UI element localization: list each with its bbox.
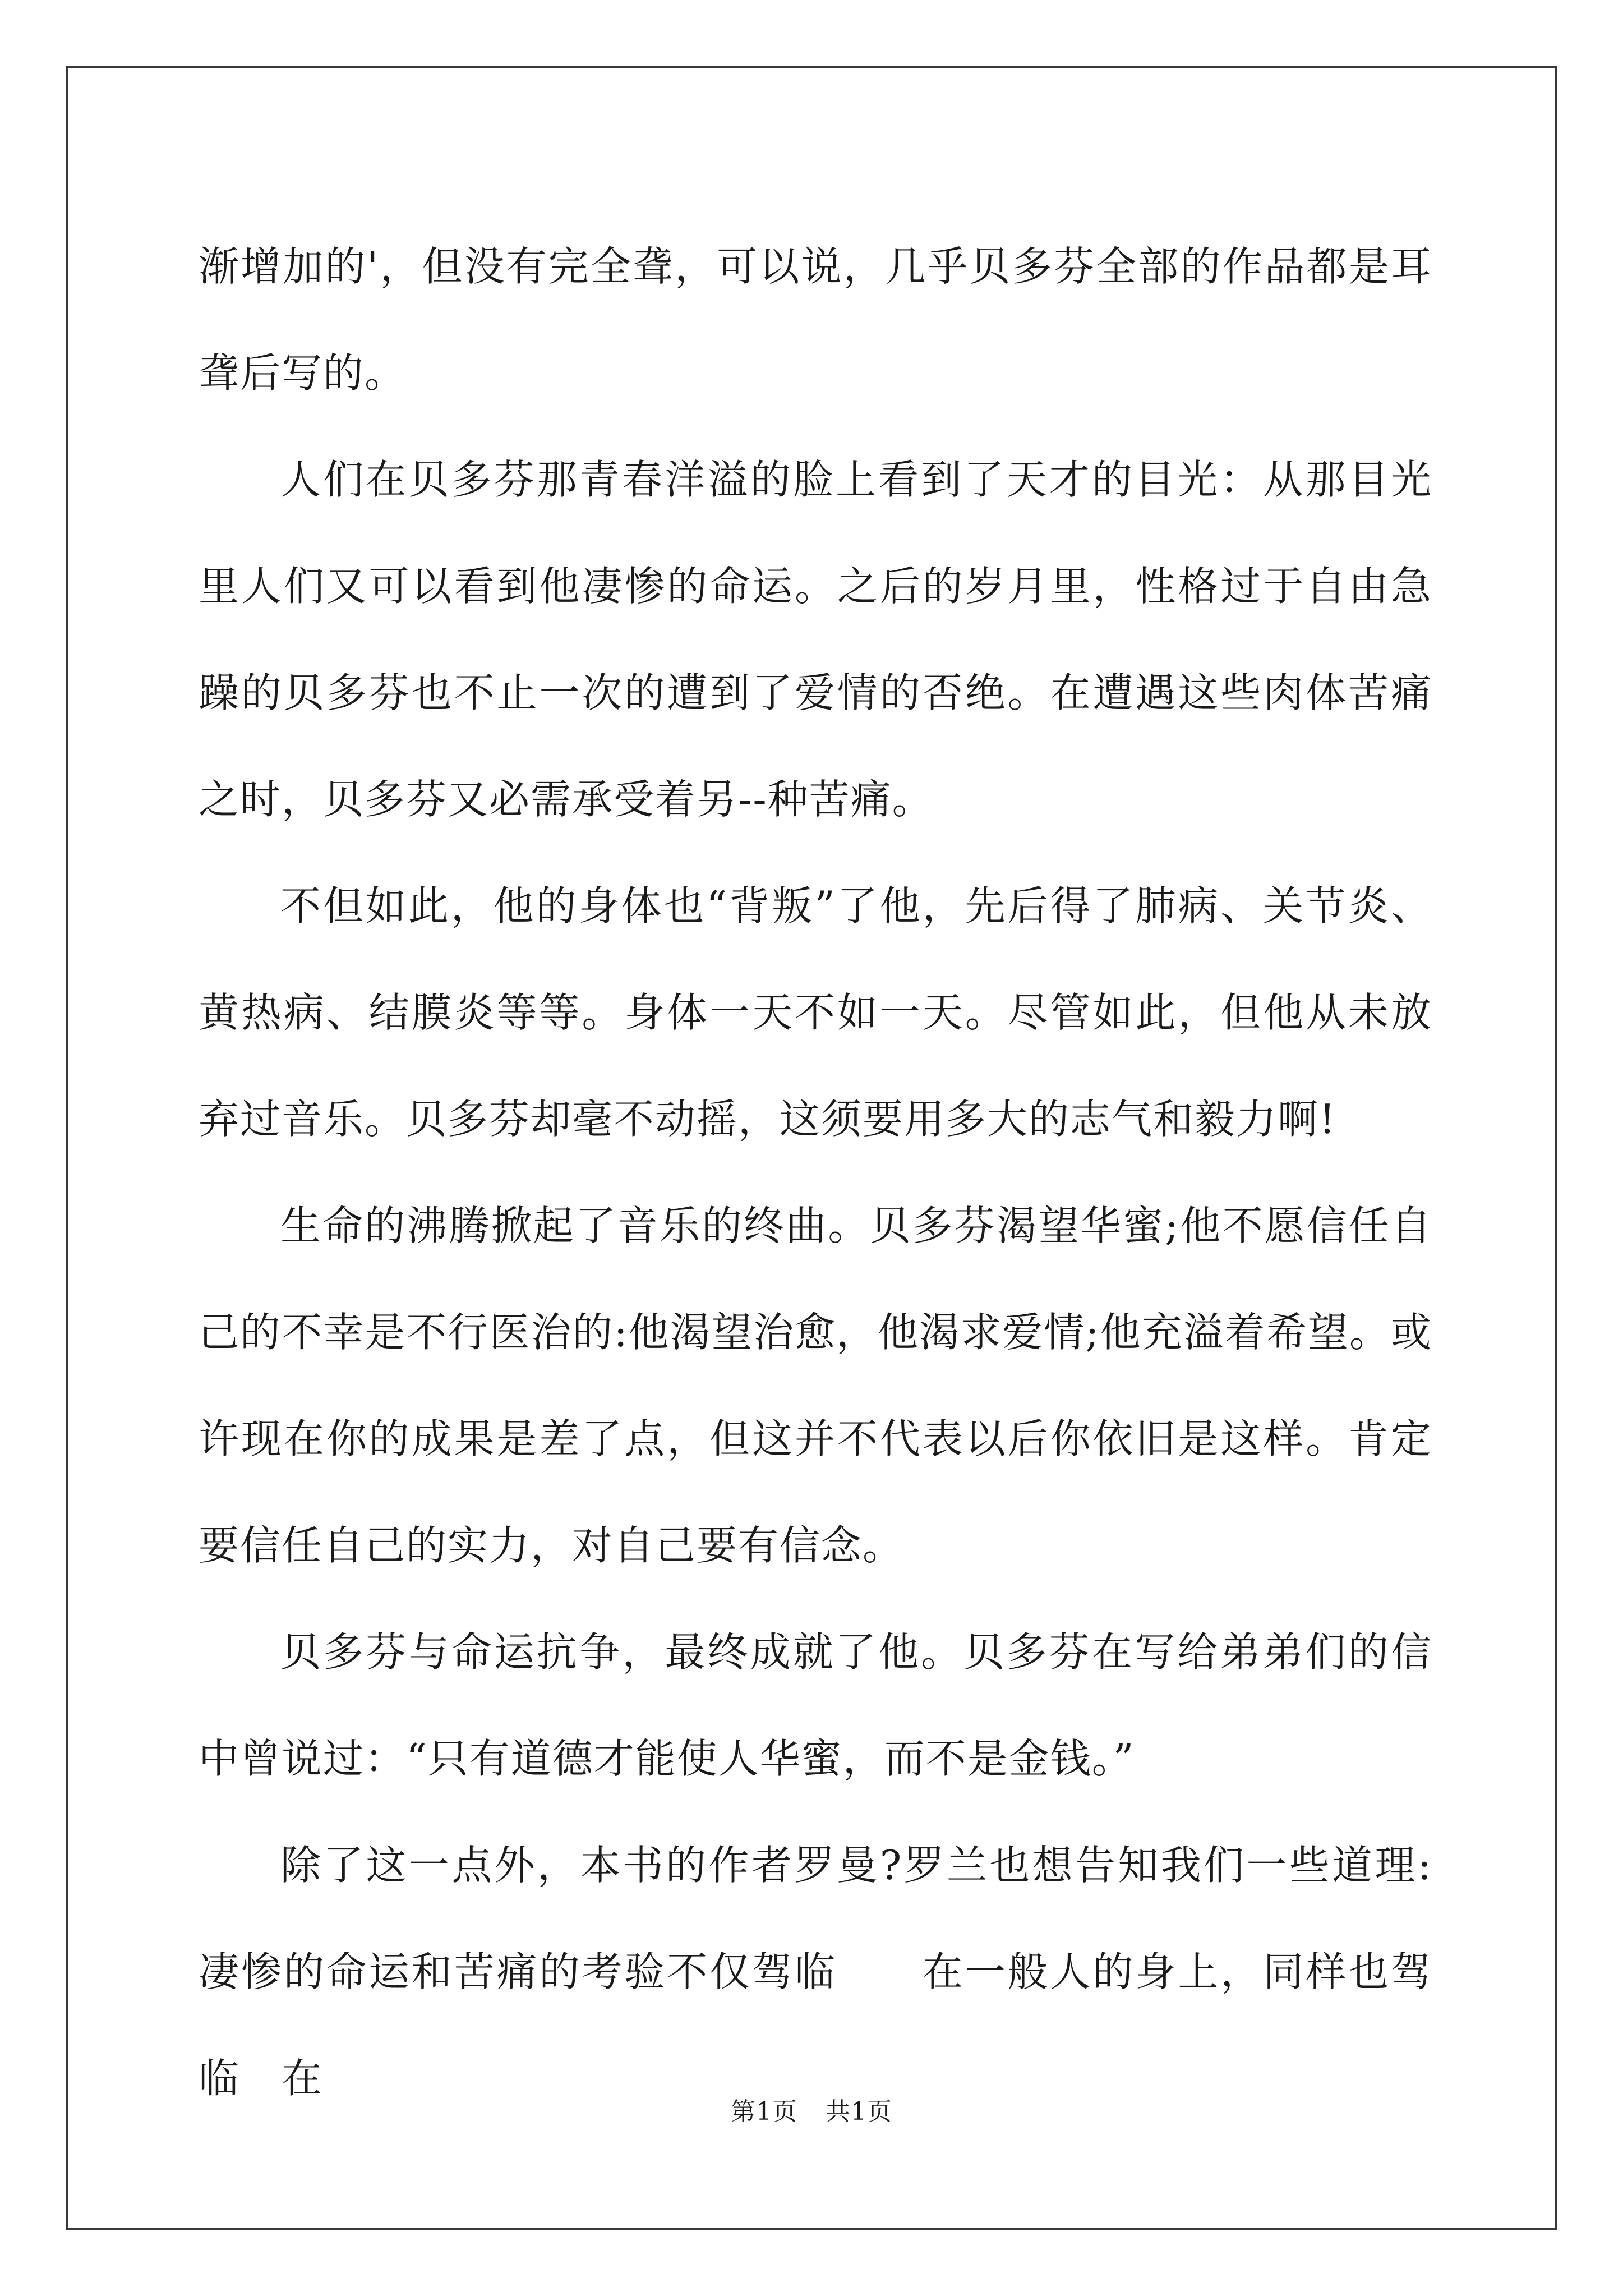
page-number: 第1页: [731, 2097, 797, 2126]
paragraph-5: 贝多芬与命运抗争，最终成就了他。贝多芬在写给弟弟们的信中曾说过：“只有道德才能使人华蜜，而不是金钱。”: [199, 1628, 1432, 1782]
page-total: 共1页: [826, 2097, 892, 2126]
paragraph-3: 不但如此，他的身体也“背叛”了他，先后得了肺病、关节炎、黄热病、结膜炎等等。身体一天不如一天。尽管如此，但他从未放弃过音乐。贝多芬却毫不动摇，这须要用多大的志气和毅力啊!: [199, 882, 1432, 1143]
paragraph-1: 渐增加的'，但没有完全聋，可以说，几乎贝多芬全部的作品都是耳聋后写的。: [199, 243, 1432, 397]
paragraph-4: 生命的沸腾掀起了音乐的终曲。贝多芬渴望华蜜;他不愿信任自己的不幸是不行医治的:他渴望治愈，他渴求爱情;他充溢着希望。或许现在你的成果是差了点，但这并不代表以后你依旧是这样。肯定要信任自己的实力，对自己要有信念。: [199, 1202, 1432, 1569]
document-body: [199, 213, 1432, 2132]
page-footer: [0, 2091, 1623, 2127]
paragraph-2: 人们在贝多芬那青春洋溢的脸上看到了天才的目光：从那目光里人们又可以看到他凄惨的命运。之后的岁月里，性格过于自由急躁的贝多芬也不止一次的遭到了爱情的否绝。在遭遇这些肉体苦痛之时，贝多芬又必需承受着另--种苦痛。: [199, 456, 1432, 823]
paragraph-6: 除了这一点外，本书的作者罗曼?罗兰也想告知我们一些道理:凄惨的命运和苦痛的考验不仅驾临 在一般人的身上，同样也驾临 在: [199, 1842, 1432, 2102]
